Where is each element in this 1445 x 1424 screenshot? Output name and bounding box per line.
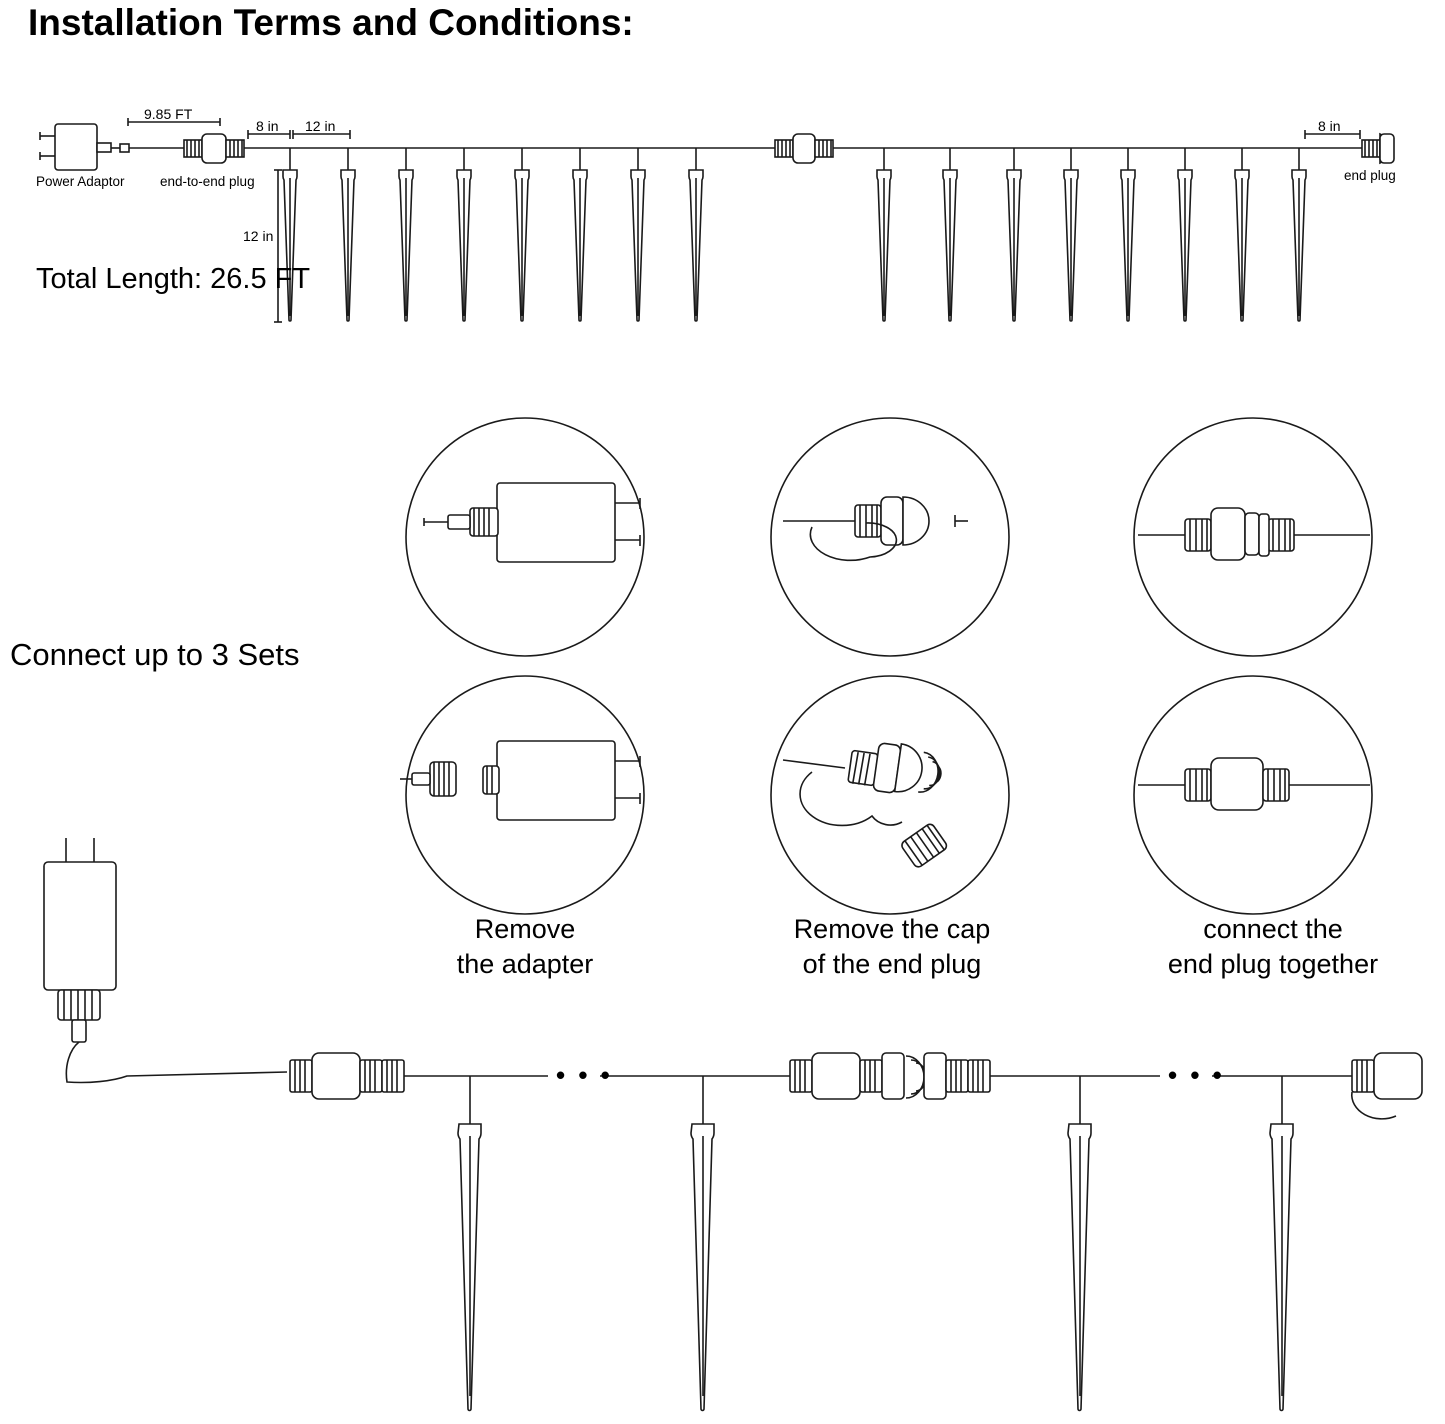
label-end-plug: end plug [1344, 168, 1396, 183]
step-2-caption [752, 912, 1032, 982]
dimension-12in-spacing: 12 in [305, 118, 336, 134]
step-3-line-1: connect the [1203, 914, 1343, 944]
connect-sets-heading: Connect up to 3 Sets [10, 637, 300, 672]
step-2-line-2: of the end plug [802, 949, 982, 980]
dimension-12in-drop: 12 in [243, 228, 274, 244]
step-1-line-1: Remove [474, 914, 576, 944]
dimension-lead-length: 9.85 FT [144, 106, 193, 122]
page-title: Installation Terms and Conditions: [28, 2, 634, 43]
label-end-to-end-plug: end-to-end plug [160, 174, 255, 189]
dimension-8in-right: 8 in [1318, 118, 1341, 134]
label-power-adaptor: Power Adaptor [36, 174, 125, 189]
ellipsis-left: • • • [556, 1060, 613, 1090]
step-1-line-2: the adapter [456, 949, 594, 980]
dimension-8in-left: 8 in [256, 118, 279, 134]
ellipsis-right: • • • [1168, 1060, 1225, 1090]
total-length-label: Total Length: 26.5 FT [36, 263, 311, 295]
step-3-caption [1118, 912, 1428, 982]
step-3-line-2: end plug together [1167, 949, 1379, 980]
step-1-caption [400, 912, 650, 982]
step-2-line-1: Remove the cap [793, 914, 991, 944]
